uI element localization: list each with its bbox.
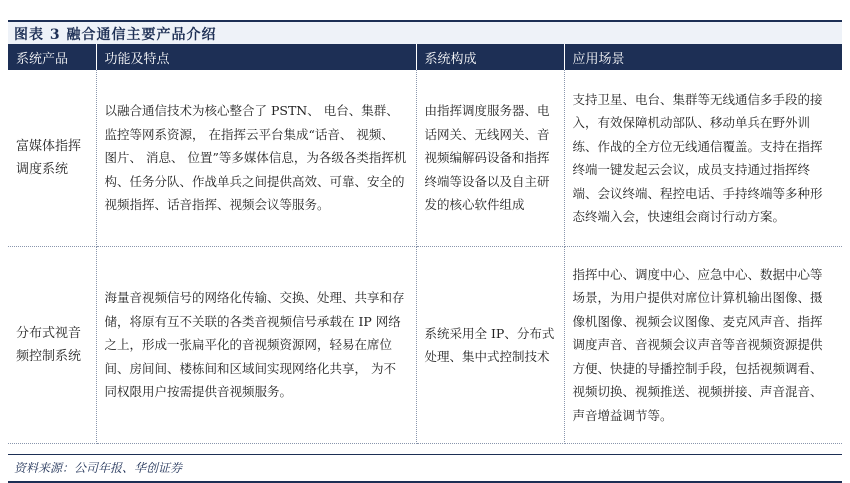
product-name: 富媒体指挥调度系统 bbox=[8, 70, 96, 247]
header-features: 功能及特点 bbox=[96, 44, 416, 70]
header-composition: 系统构成 bbox=[416, 44, 564, 70]
product-features: 海量音视频信号的网络化传输、交换、处理、共享和存储，将原有互不关联的各类音视频信号承载在 IP 网络之上，形成一张扁平化的音视频资源网，轻易在席位间、房间间、楼栋间和区域间实现网络化共享， 为不同权限用户按需提供音视频服务。 bbox=[96, 247, 416, 444]
table-header-row bbox=[8, 44, 842, 70]
figure-title: 图表 3 融合通信主要产品介绍 bbox=[14, 27, 217, 43]
header-product: 系统产品 bbox=[8, 44, 96, 70]
product-name: 分布式视音频控制系统 bbox=[8, 247, 96, 444]
product-scenario: 支持卫星、电台、集群等无线通信多手段的接入，有效保障机动部队、移动单兵在野外训练、作战的全方位无线通信覆盖。支持在指挥终端一键发起云会议，成员支持通过指挥终端、会议终端、程控电话、手持终端等多种形态终端入会，快速组会商讨行动方案。 bbox=[564, 70, 842, 247]
source-note: 资料来源：公司年报、华创证券 bbox=[14, 461, 183, 475]
figure-title-bar bbox=[8, 20, 842, 44]
product-scenario: 指挥中心、调度中心、应急中心、数据中心等场景，为用户提供对席位计算机输出图像、摄像机图像、视频会议图像、麦克风声音、指挥调度声音、音视频会议声音等音视频资源提供方便、快捷的导播控制手段，包括视频调看、视频切换、视频推送、视频拼接、声音混音、声音增益调节等。 bbox=[564, 247, 842, 444]
table-row bbox=[8, 70, 842, 247]
header-scenario: 应用场景 bbox=[564, 44, 842, 70]
product-composition: 由指挥调度服务器、电话网关、无线网关、音视频编解码设备和指挥终端等设备以及自主研发的核心软件组成 bbox=[416, 70, 564, 247]
table-row bbox=[8, 247, 842, 444]
product-table bbox=[8, 44, 842, 444]
product-features: 以融合通信技术为核心整合了 PSTN、 电台、集群、 监控等网系资源， 在指挥云平台集成“话音、 视频、 图片、 消息、 位置”等多媒体信息，为各级各类指挥机构、任务分队、作战单兵之间提供高效、可靠、安全的视频指挥、话音指挥、视频会议等服务。 bbox=[96, 70, 416, 247]
product-composition: 系统采用全 IP、分布式处理、集中式控制技术 bbox=[416, 247, 564, 444]
source-footer bbox=[8, 454, 842, 483]
